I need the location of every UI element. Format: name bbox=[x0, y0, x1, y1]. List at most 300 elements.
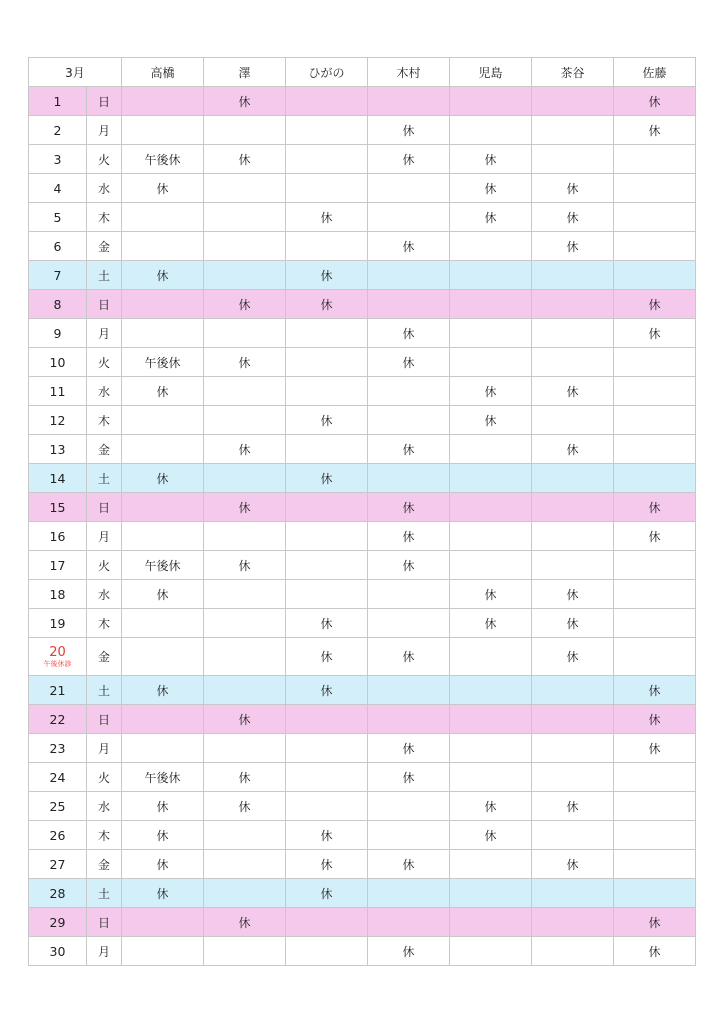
weekday-cell: 金 bbox=[87, 435, 122, 464]
table-row bbox=[29, 493, 696, 522]
shift-cell bbox=[532, 821, 614, 850]
shift-cell bbox=[122, 734, 204, 763]
day-number: 23 bbox=[49, 740, 66, 756]
day-number-cell bbox=[29, 850, 87, 879]
staff-header: 澤 bbox=[204, 58, 286, 87]
day-number-cell bbox=[29, 676, 87, 705]
shift-cell bbox=[614, 551, 696, 580]
shift-cell bbox=[368, 676, 450, 705]
staff-header: ひがの bbox=[286, 58, 368, 87]
shift-cell: 休 bbox=[122, 821, 204, 850]
shift-cell: 休 bbox=[614, 937, 696, 966]
shift-cell: 休 bbox=[532, 792, 614, 821]
shift-cell bbox=[368, 705, 450, 734]
shift-cell: 休 bbox=[204, 705, 286, 734]
staff-header: 児島 bbox=[450, 58, 532, 87]
day-number: 26 bbox=[49, 827, 66, 843]
day-number: 4 bbox=[53, 180, 62, 196]
shift-cell bbox=[122, 319, 204, 348]
shift-cell: 休 bbox=[450, 792, 532, 821]
shift-cell bbox=[368, 377, 450, 406]
weekday-cell: 火 bbox=[87, 348, 122, 377]
shift-cell bbox=[122, 406, 204, 435]
weekday-cell: 木 bbox=[87, 203, 122, 232]
shift-cell bbox=[450, 734, 532, 763]
shift-cell: 休 bbox=[204, 87, 286, 116]
shift-cell: 休 bbox=[122, 174, 204, 203]
shift-cell bbox=[532, 551, 614, 580]
table-row bbox=[29, 290, 696, 319]
shift-cell: 休 bbox=[204, 435, 286, 464]
shift-cell: 休 bbox=[286, 879, 368, 908]
shift-cell bbox=[532, 348, 614, 377]
shift-cell: 休 bbox=[614, 522, 696, 551]
weekday-cell: 水 bbox=[87, 580, 122, 609]
day-number: 18 bbox=[49, 586, 66, 602]
weekday-cell: 木 bbox=[87, 609, 122, 638]
shift-cell: 休 bbox=[368, 763, 450, 792]
weekday-cell: 日 bbox=[87, 290, 122, 319]
weekday-cell: 火 bbox=[87, 145, 122, 174]
shift-cell: 休 bbox=[122, 850, 204, 879]
day-number: 10 bbox=[49, 354, 66, 370]
day-number-cell bbox=[29, 493, 87, 522]
shift-cell bbox=[286, 705, 368, 734]
shift-cell: 休 bbox=[532, 609, 614, 638]
shift-cell: 休 bbox=[122, 377, 204, 406]
shift-cell: 休 bbox=[532, 232, 614, 261]
weekday-cell: 月 bbox=[87, 937, 122, 966]
table-row bbox=[29, 850, 696, 879]
day-number: 17 bbox=[49, 557, 66, 573]
day-number: 8 bbox=[53, 296, 62, 312]
shift-cell bbox=[532, 145, 614, 174]
shift-cell bbox=[532, 676, 614, 705]
day-number: 1 bbox=[53, 93, 62, 109]
shift-cell: 休 bbox=[614, 290, 696, 319]
staff-header: 木村 bbox=[368, 58, 450, 87]
table-row bbox=[29, 406, 696, 435]
day-number-cell bbox=[29, 908, 87, 937]
weekday-cell: 金 bbox=[87, 232, 122, 261]
table-row bbox=[29, 609, 696, 638]
shift-cell: 休 bbox=[286, 406, 368, 435]
shift-cell bbox=[286, 145, 368, 174]
shift-cell bbox=[286, 551, 368, 580]
shift-cell: 休 bbox=[368, 435, 450, 464]
shift-cell: 午後休 bbox=[122, 551, 204, 580]
shift-cell bbox=[204, 522, 286, 551]
day-number-cell bbox=[29, 580, 87, 609]
day-number-cell bbox=[29, 87, 87, 116]
shift-cell bbox=[450, 937, 532, 966]
day-number-cell bbox=[29, 145, 87, 174]
shift-cell: 休 bbox=[614, 908, 696, 937]
day-number: 29 bbox=[49, 914, 66, 930]
shift-cell bbox=[614, 609, 696, 638]
shift-cell bbox=[532, 705, 614, 734]
shift-cell bbox=[532, 937, 614, 966]
shift-cell: 休 bbox=[122, 879, 204, 908]
day-number-cell bbox=[29, 406, 87, 435]
shift-cell: 午後休 bbox=[122, 763, 204, 792]
day-number-cell bbox=[29, 763, 87, 792]
shift-cell: 休 bbox=[286, 821, 368, 850]
shift-cell bbox=[122, 435, 204, 464]
shift-cell: 休 bbox=[368, 348, 450, 377]
shift-cell: 休 bbox=[286, 203, 368, 232]
day-number-cell bbox=[29, 551, 87, 580]
shift-cell bbox=[122, 638, 204, 676]
shift-cell bbox=[614, 638, 696, 676]
day-number-cell bbox=[29, 638, 87, 676]
shift-cell bbox=[204, 676, 286, 705]
shift-cell bbox=[204, 879, 286, 908]
shift-cell bbox=[614, 232, 696, 261]
shift-cell bbox=[614, 145, 696, 174]
shift-cell bbox=[368, 908, 450, 937]
shift-cell bbox=[204, 734, 286, 763]
shift-cell bbox=[450, 908, 532, 937]
table-row bbox=[29, 705, 696, 734]
table-row bbox=[29, 879, 696, 908]
staff-header: 茶谷 bbox=[532, 58, 614, 87]
shift-cell bbox=[368, 792, 450, 821]
shift-cell bbox=[286, 348, 368, 377]
day-note: 午後休診 bbox=[43, 659, 72, 668]
shift-cell: 休 bbox=[204, 908, 286, 937]
shift-cell bbox=[614, 821, 696, 850]
weekday-cell: 木 bbox=[87, 406, 122, 435]
shift-cell: 休 bbox=[204, 290, 286, 319]
shift-cell: 休 bbox=[204, 792, 286, 821]
weekday-cell: 月 bbox=[87, 734, 122, 763]
table-row bbox=[29, 821, 696, 850]
shift-cell bbox=[204, 638, 286, 676]
weekday-cell: 月 bbox=[87, 116, 122, 145]
shift-cell: 休 bbox=[204, 763, 286, 792]
shift-cell bbox=[614, 879, 696, 908]
shift-cell bbox=[286, 87, 368, 116]
shift-cell: 休 bbox=[450, 821, 532, 850]
shift-cell bbox=[122, 203, 204, 232]
shift-cell bbox=[368, 464, 450, 493]
shift-cell: 休 bbox=[614, 676, 696, 705]
shift-cell: 休 bbox=[532, 435, 614, 464]
shift-cell bbox=[450, 232, 532, 261]
shift-cell: 休 bbox=[368, 638, 450, 676]
shift-cell bbox=[122, 609, 204, 638]
weekday-cell: 日 bbox=[87, 705, 122, 734]
day-number: 21 bbox=[49, 682, 66, 698]
shift-cell bbox=[204, 377, 286, 406]
shift-cell bbox=[286, 493, 368, 522]
shift-cell: 休 bbox=[368, 319, 450, 348]
table-row bbox=[29, 261, 696, 290]
shift-cell: 休 bbox=[450, 609, 532, 638]
weekday-cell: 月 bbox=[87, 522, 122, 551]
shift-cell bbox=[286, 319, 368, 348]
shift-cell bbox=[532, 522, 614, 551]
shift-cell bbox=[614, 763, 696, 792]
shift-cell bbox=[532, 319, 614, 348]
shift-cell bbox=[122, 232, 204, 261]
shift-cell bbox=[532, 406, 614, 435]
table-row bbox=[29, 232, 696, 261]
day-number: 11 bbox=[49, 383, 66, 399]
shift-cell bbox=[286, 908, 368, 937]
day-number: 6 bbox=[53, 238, 62, 254]
day-number: 25 bbox=[49, 798, 66, 814]
shift-cell bbox=[122, 290, 204, 319]
day-number-cell bbox=[29, 792, 87, 821]
shift-cell bbox=[614, 174, 696, 203]
day-number: 19 bbox=[49, 615, 66, 631]
weekday-cell: 火 bbox=[87, 763, 122, 792]
shift-cell: 休 bbox=[204, 145, 286, 174]
shift-cell bbox=[204, 116, 286, 145]
shift-cell bbox=[286, 174, 368, 203]
weekday-cell: 水 bbox=[87, 792, 122, 821]
header-row bbox=[29, 58, 696, 87]
shift-cell: 休 bbox=[368, 850, 450, 879]
shift-cell: 休 bbox=[614, 493, 696, 522]
shift-cell bbox=[450, 551, 532, 580]
table-row bbox=[29, 792, 696, 821]
shift-cell: 休 bbox=[368, 232, 450, 261]
shift-cell: 休 bbox=[450, 203, 532, 232]
shift-cell: 休 bbox=[368, 937, 450, 966]
shift-cell bbox=[450, 319, 532, 348]
weekday-cell: 火 bbox=[87, 551, 122, 580]
shift-cell bbox=[286, 792, 368, 821]
shift-cell bbox=[532, 116, 614, 145]
shift-cell bbox=[532, 734, 614, 763]
day-number: 13 bbox=[49, 441, 66, 457]
shift-cell: 休 bbox=[532, 638, 614, 676]
shift-cell: 休 bbox=[614, 87, 696, 116]
day-number-cell bbox=[29, 203, 87, 232]
shift-cell: 休 bbox=[368, 116, 450, 145]
shift-cell bbox=[368, 87, 450, 116]
shift-cell bbox=[532, 290, 614, 319]
shift-cell: 休 bbox=[532, 850, 614, 879]
shift-cell: 休 bbox=[450, 580, 532, 609]
shift-cell bbox=[532, 493, 614, 522]
day-number: 27 bbox=[49, 856, 66, 872]
day-number-cell bbox=[29, 319, 87, 348]
shift-cell: 休 bbox=[122, 676, 204, 705]
shift-cell bbox=[286, 232, 368, 261]
day-number: 15 bbox=[49, 499, 66, 515]
shift-cell: 休 bbox=[286, 609, 368, 638]
shift-cell bbox=[368, 290, 450, 319]
day-number-cell bbox=[29, 609, 87, 638]
shift-cell bbox=[450, 676, 532, 705]
shift-cell: 休 bbox=[532, 377, 614, 406]
shift-cell bbox=[122, 705, 204, 734]
shift-cell bbox=[450, 638, 532, 676]
shift-cell bbox=[122, 116, 204, 145]
day-number-cell bbox=[29, 174, 87, 203]
shift-cell: 休 bbox=[368, 522, 450, 551]
table-row bbox=[29, 174, 696, 203]
shift-cell bbox=[204, 580, 286, 609]
shift-cell bbox=[532, 908, 614, 937]
shift-cell bbox=[204, 850, 286, 879]
table-row bbox=[29, 377, 696, 406]
weekday-cell: 水 bbox=[87, 377, 122, 406]
day-number-cell bbox=[29, 116, 87, 145]
shift-cell bbox=[614, 261, 696, 290]
shift-cell: 休 bbox=[368, 734, 450, 763]
shift-cell bbox=[204, 821, 286, 850]
shift-cell bbox=[204, 174, 286, 203]
weekday-cell: 日 bbox=[87, 908, 122, 937]
table-row bbox=[29, 908, 696, 937]
weekday-cell: 金 bbox=[87, 850, 122, 879]
shift-cell: 休 bbox=[450, 377, 532, 406]
table-row bbox=[29, 87, 696, 116]
shift-cell: 休 bbox=[286, 290, 368, 319]
weekday-cell: 土 bbox=[87, 676, 122, 705]
shift-cell: 休 bbox=[204, 551, 286, 580]
table-row bbox=[29, 145, 696, 174]
shift-cell bbox=[450, 116, 532, 145]
shift-cell: 休 bbox=[614, 319, 696, 348]
shift-cell bbox=[614, 464, 696, 493]
shift-cell: 休 bbox=[122, 792, 204, 821]
shift-cell: 休 bbox=[614, 734, 696, 763]
shift-cell: 休 bbox=[532, 203, 614, 232]
shift-cell bbox=[286, 734, 368, 763]
day-number-cell bbox=[29, 435, 87, 464]
shift-cell: 休 bbox=[450, 174, 532, 203]
shift-cell bbox=[532, 87, 614, 116]
day-number: 20 bbox=[49, 644, 66, 660]
shift-cell bbox=[532, 879, 614, 908]
shift-cell bbox=[614, 406, 696, 435]
shift-cell bbox=[204, 232, 286, 261]
shift-cell bbox=[532, 464, 614, 493]
shift-cell bbox=[122, 87, 204, 116]
month-header: 3月 bbox=[29, 58, 122, 87]
shift-cell: 休 bbox=[368, 551, 450, 580]
day-number: 5 bbox=[53, 209, 62, 225]
shift-schedule-table bbox=[28, 57, 696, 966]
table-row bbox=[29, 638, 696, 676]
shift-cell: 休 bbox=[204, 348, 286, 377]
table-row bbox=[29, 203, 696, 232]
shift-cell bbox=[450, 464, 532, 493]
day-number: 2 bbox=[53, 122, 62, 138]
shift-cell bbox=[614, 580, 696, 609]
table-row bbox=[29, 580, 696, 609]
weekday-cell: 土 bbox=[87, 464, 122, 493]
shift-cell bbox=[368, 821, 450, 850]
shift-cell: 休 bbox=[204, 493, 286, 522]
day-number: 22 bbox=[49, 711, 66, 727]
table-row bbox=[29, 763, 696, 792]
shift-cell: 午後休 bbox=[122, 145, 204, 174]
shift-cell bbox=[368, 609, 450, 638]
shift-cell: 休 bbox=[286, 464, 368, 493]
shift-cell bbox=[450, 290, 532, 319]
shift-cell bbox=[532, 763, 614, 792]
table-row bbox=[29, 348, 696, 377]
shift-cell bbox=[368, 580, 450, 609]
shift-cell bbox=[614, 348, 696, 377]
day-number-cell bbox=[29, 879, 87, 908]
day-number-cell bbox=[29, 348, 87, 377]
shift-cell: 休 bbox=[286, 850, 368, 879]
table-row bbox=[29, 435, 696, 464]
shift-cell bbox=[286, 116, 368, 145]
shift-cell bbox=[204, 609, 286, 638]
day-number: 24 bbox=[49, 769, 66, 785]
shift-cell: 休 bbox=[450, 145, 532, 174]
shift-cell bbox=[204, 937, 286, 966]
staff-header: 高橋 bbox=[122, 58, 204, 87]
shift-cell bbox=[368, 406, 450, 435]
shift-cell bbox=[450, 705, 532, 734]
day-number: 14 bbox=[49, 470, 66, 486]
shift-cell bbox=[614, 377, 696, 406]
shift-cell bbox=[450, 522, 532, 551]
shift-cell bbox=[450, 879, 532, 908]
table-row bbox=[29, 319, 696, 348]
shift-cell bbox=[368, 174, 450, 203]
shift-cell bbox=[450, 850, 532, 879]
shift-cell bbox=[614, 792, 696, 821]
table-row bbox=[29, 937, 696, 966]
shift-cell bbox=[286, 763, 368, 792]
shift-cell bbox=[614, 203, 696, 232]
shift-cell bbox=[450, 87, 532, 116]
shift-cell bbox=[450, 348, 532, 377]
day-number-cell bbox=[29, 290, 87, 319]
weekday-cell: 木 bbox=[87, 821, 122, 850]
day-number: 7 bbox=[53, 267, 62, 283]
day-number: 9 bbox=[53, 325, 62, 341]
shift-cell: 休 bbox=[122, 261, 204, 290]
shift-cell: 休 bbox=[532, 580, 614, 609]
shift-cell bbox=[122, 493, 204, 522]
shift-cell bbox=[286, 435, 368, 464]
shift-cell bbox=[368, 879, 450, 908]
shift-cell: 休 bbox=[286, 638, 368, 676]
shift-cell bbox=[122, 908, 204, 937]
shift-cell: 休 bbox=[614, 705, 696, 734]
table-row bbox=[29, 551, 696, 580]
shift-cell bbox=[450, 261, 532, 290]
weekday-cell: 日 bbox=[87, 493, 122, 522]
day-number: 30 bbox=[49, 943, 66, 959]
shift-cell bbox=[286, 937, 368, 966]
shift-cell: 休 bbox=[368, 145, 450, 174]
table-row bbox=[29, 522, 696, 551]
shift-cell: 休 bbox=[614, 116, 696, 145]
shift-cell: 休 bbox=[286, 261, 368, 290]
shift-cell bbox=[614, 850, 696, 879]
shift-cell: 休 bbox=[532, 174, 614, 203]
shift-cell: 午後休 bbox=[122, 348, 204, 377]
shift-cell: 休 bbox=[122, 464, 204, 493]
day-number-cell bbox=[29, 705, 87, 734]
day-number-cell bbox=[29, 377, 87, 406]
day-number-cell bbox=[29, 232, 87, 261]
shift-cell bbox=[286, 377, 368, 406]
